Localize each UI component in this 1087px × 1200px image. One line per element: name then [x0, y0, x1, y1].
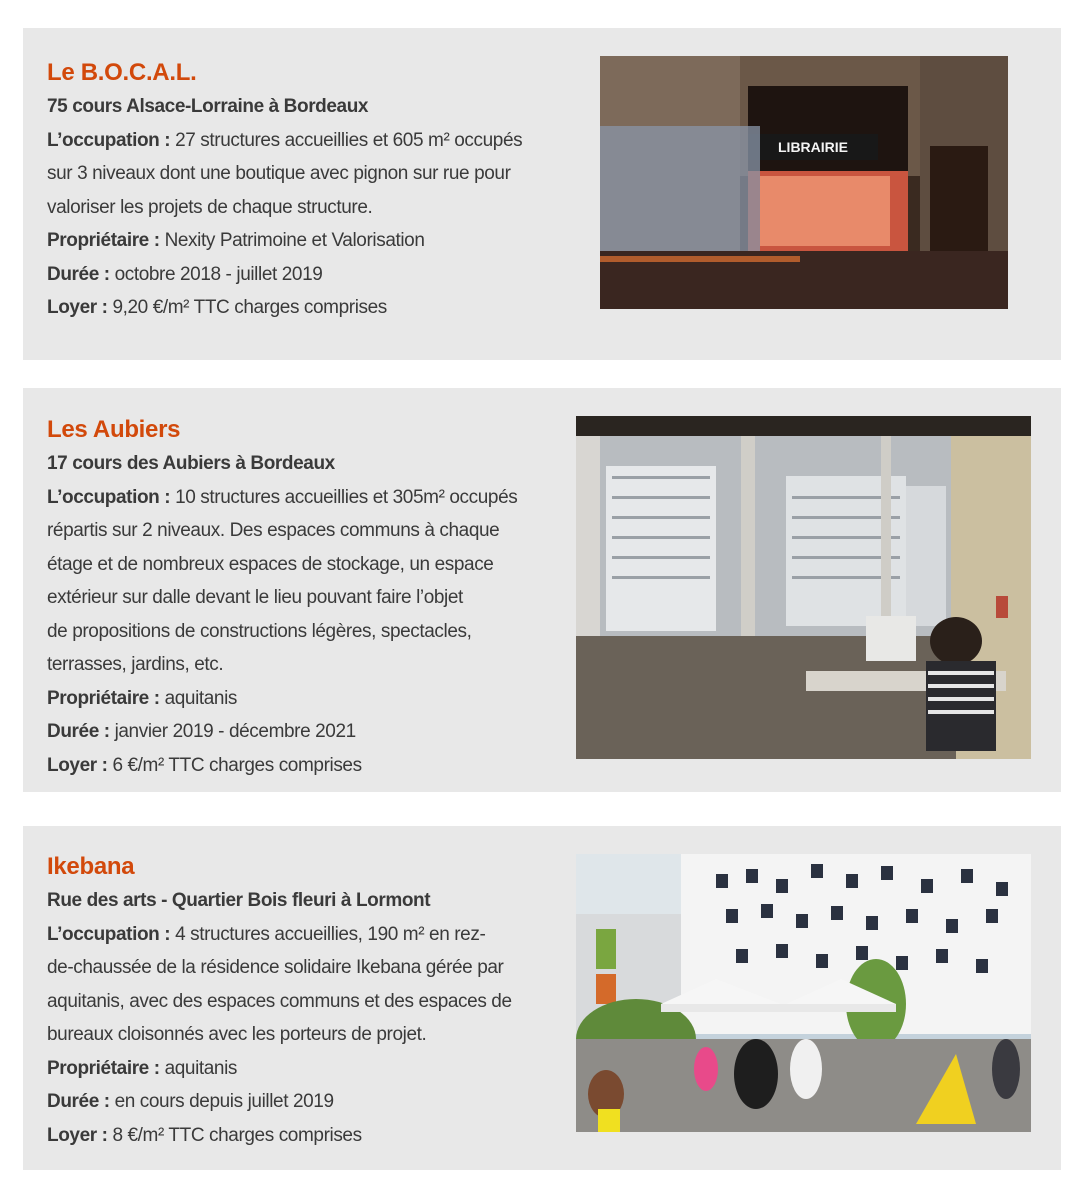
occupation-text: sur 3 niveaux dont une boutique avec pignon sur rue pour [47, 163, 511, 184]
card-text [47, 850, 512, 1152]
card-text [47, 56, 522, 325]
owner-line [47, 682, 517, 716]
occupation-text: étage et de nombreux espaces de stockage, un espace [47, 553, 494, 575]
occupation-line [47, 481, 517, 515]
rent-value: 8 €/m² TTC charges comprises [112, 1124, 362, 1146]
occupation-text: bureaux cloisonnés avec les porteurs de projet. [47, 1024, 427, 1045]
rent-line [47, 1119, 512, 1153]
card-text [47, 413, 517, 782]
occupation-label: L’occupation : [47, 486, 171, 508]
rent-line [47, 291, 522, 325]
occupation-text: 27 structures accueillies et 605 m² occupés [175, 129, 523, 151]
owner-value: aquitanis [164, 1057, 238, 1079]
duration-value: octobre 2018 - juillet 2019 [114, 263, 323, 285]
bookstore-photo [600, 56, 1008, 309]
occupation-text: de propositions de constructions légères, spectacles, [47, 620, 472, 642]
occupation-text: terrasses, jardins, etc. [47, 654, 224, 675]
duration-label: Durée : [47, 721, 110, 742]
card-address: Rue des arts - Quartier Bois fleuri à Lormont [47, 890, 431, 911]
office-photo [576, 416, 1031, 759]
duration-label: Durée : [47, 263, 110, 285]
card-address: 75 cours Alsace-Lorraine à Bordeaux [47, 96, 369, 117]
occupation-text: répartis sur 2 niveaux. Des espaces communs à chaque [47, 520, 500, 541]
owner-line [47, 1052, 512, 1086]
duration-line [47, 715, 517, 749]
duration-line [47, 258, 522, 292]
card-aubiers [23, 388, 1061, 792]
duration-value: janvier 2019 - décembre 2021 [114, 721, 356, 742]
card-ikebana [23, 826, 1061, 1170]
rent-label: Loyer : [47, 1124, 108, 1146]
occupation-text: extérieur sur dalle devant le lieu pouvant faire l’objet [47, 587, 463, 608]
rent-value: 9,20 €/m² TTC charges comprises [112, 297, 387, 318]
card-address: 17 cours des Aubiers à Bordeaux [47, 453, 335, 474]
duration-label: Durée : [47, 1091, 110, 1112]
card-bocal [23, 28, 1061, 360]
duration-line [47, 1085, 512, 1119]
occupation-line [47, 918, 512, 952]
rent-value: 6 €/m² TTC charges comprises [112, 754, 362, 776]
sign-text: LIBRAIRIE [778, 139, 848, 155]
occupation-label: L’occupation : [47, 129, 171, 151]
owner-label: Propriétaire : [47, 230, 160, 251]
occupation-line [47, 124, 522, 158]
plaza-photo [576, 854, 1031, 1132]
owner-line [47, 224, 522, 258]
owner-label: Propriétaire : [47, 687, 160, 709]
card-title: Le B.O.C.A.L. [47, 59, 197, 86]
occupation-text: valoriser les projets de chaque structure. [47, 196, 373, 218]
duration-value: en cours depuis juillet 2019 [114, 1091, 334, 1112]
card-title: Ikebana [47, 853, 135, 880]
occupation-text: 10 structures accueillies et 305m² occupés [175, 486, 518, 508]
owner-value: aquitanis [164, 687, 238, 709]
rent-line [47, 749, 517, 783]
rent-label: Loyer : [47, 297, 108, 318]
rent-label: Loyer : [47, 754, 108, 776]
occupation-label: L’occupation : [47, 923, 171, 945]
card-title: Les Aubiers [47, 416, 181, 443]
owner-value: Nexity Patrimoine et Valorisation [164, 230, 425, 251]
occupation-text: aquitanis, avec des espaces communs et des espaces de [47, 990, 512, 1012]
occupation-text: de-chaussée de la résidence solidaire Ikebana gérée par [47, 957, 504, 978]
owner-label: Propriétaire : [47, 1057, 160, 1079]
occupation-text: 4 structures accueillies, 190 m² en rez- [175, 923, 486, 945]
